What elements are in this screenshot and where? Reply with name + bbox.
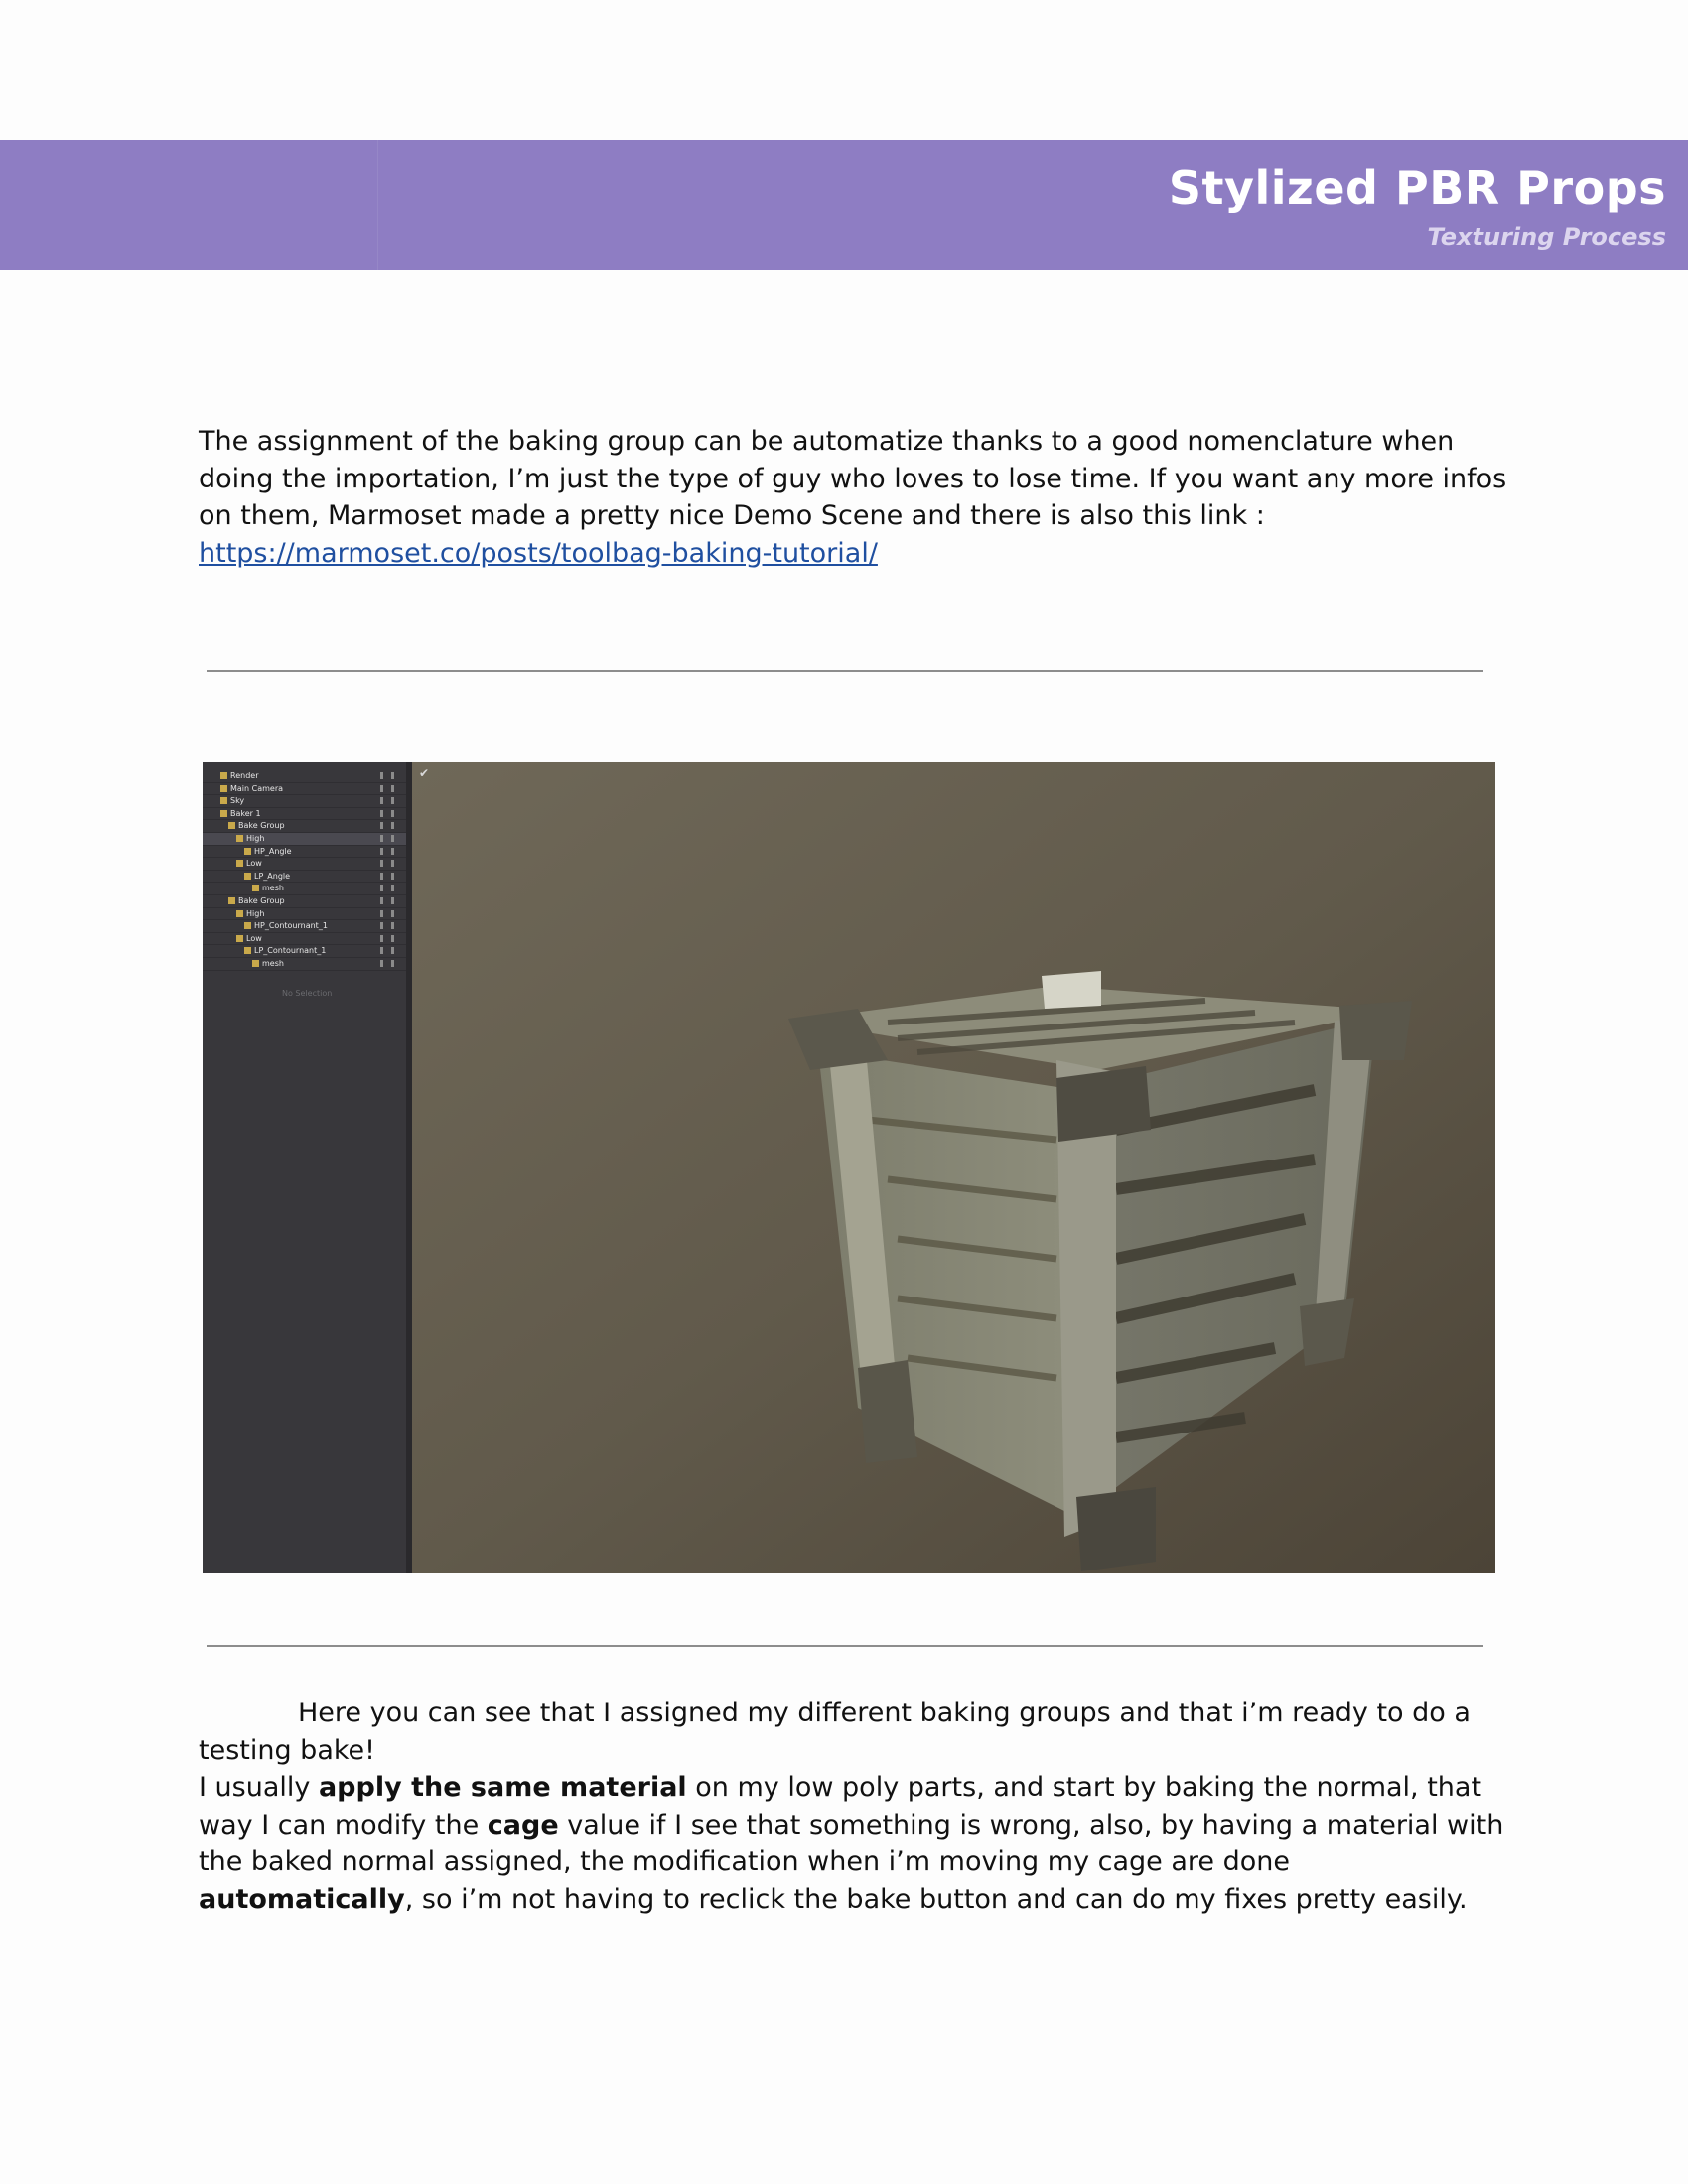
node-icon: [236, 935, 243, 942]
scene-tree-item-label: HP_Angle: [254, 846, 292, 856]
scene-tree-item-label: Sky: [230, 796, 245, 806]
node-icon: [228, 897, 235, 904]
scene-tree-item-label: High: [246, 833, 265, 843]
divider-bottom: [207, 1645, 1483, 1647]
visibility-icon[interactable]: [380, 810, 394, 817]
visibility-icon[interactable]: [380, 885, 394, 891]
node-icon: [244, 922, 251, 929]
emphasis-cage: cage: [487, 1809, 559, 1841]
node-icon: [220, 785, 227, 792]
scene-tree-item-label: Low: [246, 859, 262, 869]
body-text-2a: I usually: [199, 1772, 319, 1803]
body-text-2g: , so i’m not having to reclick the bake button and can do my fixes pretty easily.: [404, 1883, 1468, 1915]
scene-tree-item[interactable]: [203, 808, 406, 821]
intro-text: The assignment of the baking group can be automatize thanks to a good nomenclature when doing the importation, I’m just the type of guy who loves to lose time. If you want any more infos on them, Marmoset made a pretty nice Demo Scene and there is also this link :: [199, 426, 1507, 531]
visibility-icon[interactable]: [380, 935, 394, 942]
visibility-icon[interactable]: [380, 897, 394, 904]
header-divider: [377, 140, 378, 270]
scene-tree-item[interactable]: [203, 858, 406, 871]
node-icon: [220, 810, 227, 817]
scene-tree-item[interactable]: [203, 920, 406, 933]
node-icon: [252, 885, 259, 891]
scene-tree-item-label: Low: [246, 933, 262, 943]
visibility-icon[interactable]: [380, 860, 394, 867]
node-icon: [236, 835, 243, 842]
scene-tree-item[interactable]: [203, 883, 406, 895]
scene-tree-item[interactable]: [203, 846, 406, 859]
node-icon: [236, 910, 243, 917]
body-paragraph: [199, 1695, 1509, 1918]
header-band: [0, 140, 1688, 270]
scene-tree-item-label: mesh: [262, 958, 284, 968]
visibility-icon[interactable]: [380, 772, 394, 779]
scene-tree-item[interactable]: [203, 933, 406, 946]
baking-screenshot: [203, 762, 1495, 1573]
node-icon: [252, 960, 259, 967]
scene-tree: [203, 770, 406, 971]
body-text-2e: value if I see that something is wrong, also, by having a material with the baked normal assigned, the modification when i’m moving my cage are done: [199, 1809, 1504, 1877]
page-subtitle: Texturing Process: [1427, 223, 1666, 251]
scene-outliner-panel: [203, 762, 412, 1573]
visibility-icon[interactable]: [380, 910, 394, 917]
visibility-icon[interactable]: [380, 835, 394, 842]
scene-tree-item-label: Bake Group: [238, 895, 285, 905]
visibility-icon[interactable]: [380, 922, 394, 929]
emphasis-same-material: apply the same material: [318, 1772, 687, 1803]
scene-tree-item[interactable]: [203, 820, 406, 833]
scene-tree-item[interactable]: [203, 833, 406, 846]
emphasis-automatically: automatically: [199, 1883, 405, 1915]
visibility-icon[interactable]: [380, 873, 394, 880]
visibility-icon[interactable]: [380, 947, 394, 954]
scene-tree-item[interactable]: [203, 908, 406, 921]
node-icon: [244, 947, 251, 954]
scene-tree-item[interactable]: [203, 945, 406, 958]
node-icon: [220, 797, 227, 804]
scene-tree-item-label: LP_Angle: [254, 871, 291, 881]
scene-tree-item-label: LP_Contournant_1: [254, 946, 327, 956]
visibility-icon[interactable]: [380, 785, 394, 792]
scene-tree-item[interactable]: [203, 871, 406, 884]
scene-tree-item[interactable]: [203, 958, 406, 971]
tutorial-link[interactable]: https://marmoset.co/posts/toolbag-baking-tutorial/: [199, 537, 878, 569]
divider-top: [207, 670, 1483, 672]
visibility-icon[interactable]: [380, 960, 394, 967]
scene-tree-item[interactable]: [203, 770, 406, 783]
scene-tree-item-label: HP_Contournant_1: [254, 921, 328, 931]
body-text-2c: on my low poly parts, and start by baking the normal, that way I can modify the: [199, 1772, 1482, 1841]
scene-tree-item[interactable]: [203, 783, 406, 796]
scene-tree-item-label: Bake Group: [238, 821, 285, 831]
node-icon: [244, 873, 251, 880]
node-icon: [236, 860, 243, 867]
body-text-1: Here you can see that I assigned my different baking groups and that i’m ready to do a testing bake!: [199, 1698, 1471, 1766]
scene-tree-item-label: High: [246, 908, 265, 918]
scene-tree-item[interactable]: [203, 795, 406, 808]
intro-paragraph: [199, 423, 1509, 572]
node-icon: [220, 772, 227, 779]
visibility-icon[interactable]: [380, 848, 394, 855]
scene-tree-item[interactable]: [203, 895, 406, 908]
page-title: Stylized PBR Props: [1168, 161, 1666, 214]
scene-tree-item-label: Main Camera: [230, 783, 284, 793]
no-selection-label: No Selection: [282, 989, 333, 998]
visibility-icon[interactable]: [380, 822, 394, 829]
scene-tree-item-label: mesh: [262, 884, 284, 893]
node-icon: [244, 848, 251, 855]
check-icon: ✔: [419, 766, 430, 780]
visibility-icon[interactable]: [380, 797, 394, 804]
scene-tree-item-label: Baker 1: [230, 808, 261, 818]
scene-tree-item-label: Render: [230, 771, 259, 780]
node-icon: [228, 822, 235, 829]
